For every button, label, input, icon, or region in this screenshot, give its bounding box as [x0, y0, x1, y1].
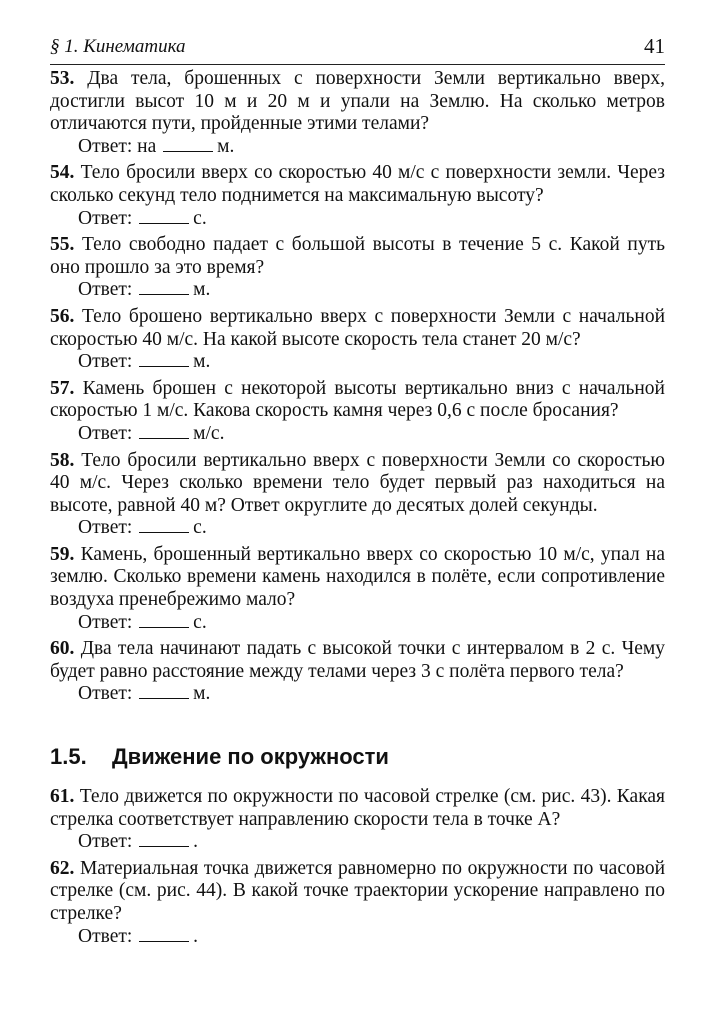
answer-label: Ответ: на [78, 135, 157, 157]
problem-text [50, 544, 665, 612]
problem-list [50, 786, 665, 948]
answer-unit: м. [193, 279, 211, 301]
answer-blank[interactable] [139, 613, 189, 628]
problem-statement: Материальная точка движется равномерно по окружности по часовой стрелке (см. рис. 44). В какой точке траектории ускорение направлено по стрелке? [50, 857, 665, 924]
answer-label: Ответ: [78, 207, 133, 229]
problem-number: 58. [50, 449, 75, 471]
section-title: Движение по окружности [112, 744, 389, 770]
answer-blank[interactable] [163, 137, 213, 152]
problem-list [50, 68, 665, 706]
answer-unit: . [193, 925, 199, 947]
section-number: 1.5. [50, 744, 87, 770]
problem-number: 61. [50, 786, 75, 808]
answer-unit: м. [193, 683, 211, 705]
answer-blank[interactable] [139, 280, 189, 295]
problem-item [50, 858, 665, 948]
answer-blank[interactable] [139, 424, 189, 439]
answer-line [50, 926, 665, 949]
answer-label: Ответ: [78, 351, 133, 373]
answer-blank[interactable] [139, 209, 189, 224]
answer-line [50, 517, 665, 540]
problem-item [50, 234, 665, 302]
problem-item [50, 638, 665, 706]
problem-statement: Камень, брошенный вертикально вверх со скоростью 10 м/с, упал на землю. Сколько времени камень находился в полёте, если сопротивление воздуха пренебрежимо мало? [50, 543, 666, 611]
answer-line [50, 351, 665, 374]
problem-text [50, 378, 665, 423]
answer-label: Ответ: [78, 517, 133, 539]
answer-blank[interactable] [139, 518, 189, 533]
problem-item [50, 450, 665, 540]
problem-text [50, 234, 665, 279]
answer-unit: м. [217, 135, 235, 157]
answer-blank[interactable] [139, 684, 189, 699]
answer-unit: м. [193, 351, 211, 373]
problem-item [50, 544, 665, 634]
answer-label: Ответ: [78, 611, 133, 633]
section-heading [50, 744, 665, 770]
answer-label: Ответ: [78, 831, 133, 853]
page-content [50, 68, 665, 952]
problem-number: 59. [50, 543, 75, 565]
answer-line [50, 208, 665, 231]
problem-number: 60. [50, 638, 75, 660]
problem-statement: Камень брошен с некоторой высоты вертикально вниз с начальной скоростью 1 м/с. Какова скорость камня через 0,6 с после бросания? [50, 377, 665, 422]
problem-text [50, 858, 665, 926]
problem-statement: Тело движется по окружности по часовой стрелке (см. рис. 43). Какая стрелка соответствует направлению скорости тела в точке A? [50, 786, 666, 830]
answer-unit: . [193, 831, 199, 853]
answer-label: Ответ: [78, 683, 133, 705]
problem-item [50, 786, 665, 854]
problem-item [50, 68, 665, 158]
problem-statement: Два тела, брошенных с поверхности Земли вертикально вверх, достигли высот 10 м и 20 м и упали на Землю. На сколько метров отличаются пути, пройденные этими телами? [50, 68, 665, 135]
problem-number: 53. [50, 68, 75, 89]
problem-item [50, 378, 665, 446]
answer-label: Ответ: [78, 279, 133, 301]
answer-blank[interactable] [139, 832, 189, 847]
problem-statement: Тело бросили вертикально вверх с поверхности Земли со скоростью 40 м/с. Через сколько времени тело будет первый раз находиться на высоте, равной 40 м? Ответ округлите до десятых долей секунды. [50, 449, 665, 516]
problem-number: 57. [50, 377, 75, 399]
problem-text [50, 306, 665, 351]
problem-statement: Тело брошено вертикально вверх с поверхности Земли с начальной скоростью 40 м/с. На какой высоте скорость тела станет 20 м/с? [50, 305, 666, 350]
answer-blank[interactable] [139, 927, 189, 942]
problem-statement: Два тела начинают падать с высокой точки с интервалом в 2 с. Чему будет равно расстояние между телами через 3 с полёта первого тела? [50, 638, 665, 682]
problem-statement: Тело бросили вверх со скоростью 40 м/с с поверхности земли. Через сколько секунд тело поднимется на максимальную высоту? [50, 162, 666, 206]
answer-unit: с. [193, 517, 207, 539]
problem-statement: Тело свободно падает с большой высоты в течение 5 с. Какой путь оно прошло за это время? [50, 234, 666, 278]
problem-text [50, 162, 665, 207]
problem-number: 56. [50, 305, 75, 327]
answer-unit: с. [193, 611, 207, 633]
problem-text [50, 68, 665, 136]
problem-item [50, 306, 665, 374]
answer-blank[interactable] [139, 352, 189, 367]
problem-text [50, 638, 665, 683]
answer-unit: с. [193, 207, 207, 229]
answer-line [50, 683, 665, 706]
answer-unit: м/с. [193, 422, 225, 444]
problem-item [50, 162, 665, 230]
problem-text [50, 450, 665, 518]
problem-number: 54. [50, 162, 75, 184]
answer-label: Ответ: [78, 422, 133, 444]
answer-line [50, 612, 665, 635]
answer-line [50, 279, 665, 302]
problem-number: 62. [50, 857, 75, 879]
page-header [50, 34, 665, 65]
chapter-title: § 1. Кинематика [50, 36, 186, 57]
page-number: 41 [644, 34, 665, 58]
answer-line [50, 136, 665, 159]
problem-number: 55. [50, 234, 75, 256]
answer-line [50, 423, 665, 446]
problem-text [50, 786, 665, 831]
answer-label: Ответ: [78, 925, 133, 947]
answer-line [50, 831, 665, 854]
